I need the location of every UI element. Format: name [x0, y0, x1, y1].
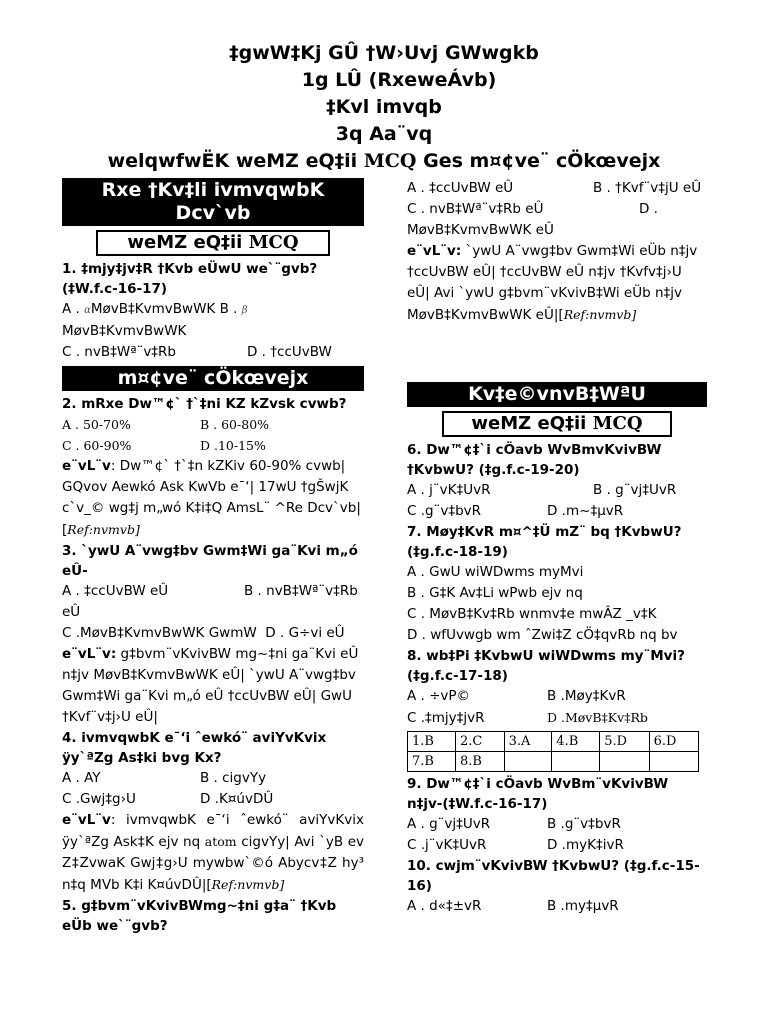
left-column — [62, 178, 364, 936]
q9-option-a: A . g¨vj‡UvR — [407, 816, 491, 832]
q5-option-c: C . nvB‡Wª¨v‡Rb eÛ — [407, 201, 544, 217]
answer-key-cell — [504, 752, 552, 772]
header-line-5-b: Ges m¤¢ve¨ cÖkœvejx — [423, 150, 661, 172]
question-5: 5. g‡bvm¨vKvivBWmg~‡ni g‡a¨ †Kvb eÜb we`¨gvb? — [62, 898, 337, 934]
q1-option-b-text: MøvB‡KvmvBwWK — [62, 323, 187, 339]
q6-option-c: C .g¨v‡bvR — [407, 503, 482, 519]
section-banner-carbohydrate: Kv‡e©vnvB‡WªU — [407, 382, 707, 407]
header-line-4: 3q Aa¨vq — [335, 123, 433, 145]
question-1: 1. ‡mjy‡jv‡R †Kvb eÜwU we`¨gvb? (‡W.f.c-16-17) — [62, 261, 318, 297]
q9-option-b: B .g¨v‡bvR — [547, 816, 621, 832]
explanation-text: : ivmvqwbK e¯‘i ˆewkó¨ aviYvKvix ÿy`ªZg Ask‡K ejv nq — [62, 812, 364, 850]
q7-option-c: C . MøvB‡Kv‡Rb wnmv‡e mwÂZ _v‡K — [407, 606, 657, 622]
q5-option-a: A . ‡ccUvBW eÛ — [407, 180, 514, 196]
explanation-label: e¨vL¨v — [62, 812, 111, 828]
answer-key-cell: 2.C — [455, 732, 504, 752]
q8-option-c: C .‡mjy‡jvR — [407, 710, 485, 726]
reference: Ref:nvmvb] — [211, 877, 285, 892]
q1-option-a-text: MøvB‡KvmvBwWK — [90, 301, 216, 317]
q2-option-a: A . 50-70% — [62, 417, 131, 432]
question-8-options — [407, 686, 707, 729]
q5-option-b: B . †Kvf¨v‡jU eÛ — [593, 180, 702, 196]
question-7-options — [407, 562, 707, 646]
box-label: weMZ eQ‡ii — [127, 232, 243, 253]
reference: Ref:nvmvb] — [563, 307, 637, 322]
q2-option-d: D .10-15% — [200, 438, 266, 453]
q3-option-a: A . ‡ccUvBW eÛ — [62, 583, 169, 599]
q8-option-d: D .MøvB‡Kv‡Rb — [547, 710, 648, 725]
beta-symbol: β — [241, 305, 248, 316]
question-4-explanation — [62, 810, 364, 896]
q1-option-d: D . †ccUvBW — [247, 344, 332, 360]
question-5-options — [407, 178, 707, 241]
section-box-past-mcq — [96, 230, 330, 256]
question-4: 4. ivmvqwbK e¯‘i ˆewkó¨ aviYvKvix ÿy`ªZg As‡ki bvg Kx? — [62, 730, 327, 766]
answer-key-row — [408, 732, 699, 752]
answer-key-cell: 1.B — [408, 732, 456, 752]
question-1-options — [62, 299, 364, 363]
q9-option-c: C .j¨vK‡UvR — [407, 837, 487, 853]
answer-key-cell — [649, 752, 698, 772]
explanation-text: `ywU A¨vwg‡bv Gwm‡Wi eÜb n‡jv †ccUvBW eÛ| †ccUvBW eÛ n‡jv †Kvfv‡j›U eÛ| Avi `ywU g‡bvm¨vKvivB‡Wi eÜb n‡jv MøvB‡KvmvBwWK eÛ|[ — [407, 243, 698, 323]
q4-option-d: D .K¤úvDÛ — [200, 791, 274, 807]
q6-option-a: A . j¨vK‡UvR — [407, 482, 491, 498]
explanation-label: e¨vL¨v: — [407, 243, 462, 259]
q1-option-c: C . nvB‡Wª¨v‡Rb — [62, 344, 177, 360]
question-10-options — [407, 896, 707, 917]
explanation-label: e¨vL¨v: — [62, 646, 117, 662]
question-4-options — [62, 768, 364, 810]
header-line-2: 1g LÛ (RxeweÁvb) — [301, 69, 497, 91]
answer-key-cell: 6.D — [649, 732, 698, 752]
question-6-options — [407, 480, 707, 522]
alpha-symbol: α — [84, 305, 91, 316]
q6-option-d: D .m~‡µvR — [547, 503, 624, 519]
q6-option-b: B . g¨vj‡UvR — [593, 482, 677, 498]
question-2-explanation — [62, 456, 364, 541]
question-5-explanation — [407, 241, 707, 326]
explanation-text: g‡bvm¨vKvivBW mg~‡ni ga¨Kvi eÛ n‡jv MøvB‡KvmvBwWK eÛ| `ywU A¨vwg‡bv Gwm‡Wi ga¨Kvi m„ó eÛ †ccUvBW eÛ| GwU †Kvf¨v‡j›U eÛ| — [62, 646, 359, 725]
right-column — [407, 178, 707, 917]
header-line-1: ‡gwW‡Kj GÛ †W›Uvj GWwgkb — [229, 42, 539, 64]
q3-option-d: D . G÷vi eÛ — [265, 625, 345, 641]
answer-key-cell: 5.D — [600, 732, 649, 752]
q3-option-c: C .MøvB‡KvmvBwWK GwmW — [62, 625, 257, 641]
answer-key-cell — [552, 752, 600, 772]
question-9-options — [407, 814, 707, 856]
header-mcq: MCQ — [363, 150, 417, 172]
question-3-explanation — [62, 644, 364, 728]
box-mcq: MCQ — [248, 232, 299, 253]
q2-option-b: B . 60-80% — [200, 417, 270, 432]
q5-option-d: D . MøvB‡KvmvBwWK eÛ — [407, 201, 658, 238]
q8-option-b: B .Møy‡KvR — [547, 688, 626, 704]
q1-option-a-label: A . — [62, 301, 80, 317]
question-3: 3. `ywU A¨vwg‡bv Gwm‡Wi ga¨Kvi m„ó eÛ- — [62, 543, 358, 579]
question-3-options — [62, 581, 364, 644]
section-box-past-mcq-2 — [442, 411, 672, 437]
explanation-label: e¨vL¨v — [62, 458, 111, 474]
question-6: 6. Dw™¢‡`i cÖavb WvBmvKvivBW †KvbwU? (‡g.f.c-19-20) — [407, 442, 662, 478]
question-2: 2. mRxe Dw™¢` †`‡ni KZ kZvsk cvwb? — [62, 396, 347, 412]
answer-key-cell: 3.A — [504, 732, 552, 752]
explanation-text: : Dw™¢` †`‡n kZKiv 60-90% cvwb| GQvov Aewkó Ask KwVb e¯‘| 17wU †gŠwjK c`v_© wg‡j m„wó K‡i‡Q AmsL¨ ^Re Dcv`vb| [ — [62, 458, 361, 538]
q9-option-d: D .myK‡ivR — [547, 837, 624, 853]
header-line-5-a: welqwfwËK weMZ eQ‡ii — [107, 150, 358, 172]
question-7: 7. Møy‡KvR m¤^‡Ü mZ¨ bq †KvbwU? (‡g.f.c-18-19) — [407, 524, 682, 560]
box-mcq: MCQ — [592, 413, 643, 434]
answer-key-cell: 7.B — [408, 752, 456, 772]
answer-key-cell: 4.B — [552, 732, 600, 752]
page-header — [0, 40, 768, 175]
q3-option-b: B . nvB‡Wª¨v‡Rb eÛ — [62, 583, 358, 620]
q8-option-a: A . ÷vP© — [407, 688, 471, 704]
section-banner-rxe: Rxe †Kv‡li ivmvqwbK Dcv`vb — [62, 178, 364, 226]
q4-option-a: A . AY — [62, 770, 101, 786]
q2-option-c: C . 60-90% — [62, 438, 132, 453]
box-label: weMZ eQ‡ii — [471, 413, 587, 434]
q1-option-b-label: B . — [219, 301, 238, 317]
q7-option-b: B . G‡K Av‡Li wPwb ejv nq — [407, 585, 583, 601]
answer-key-table — [407, 731, 699, 772]
answer-key-cell: 8.B — [455, 752, 504, 772]
q4-option-b: B . cigvYy — [200, 770, 267, 786]
header-line-3: ‡Kvl imvqb — [326, 96, 442, 118]
q7-option-d: D . wfUvwgb wm ˆZwi‡Z cÖ‡qvRb nq bv — [407, 627, 678, 643]
question-10: 10. cwjm¨vKvivBW †KvbwU? (‡g.f.c-15-16) — [407, 858, 700, 894]
question-8: 8. wb‡Pi ‡KvbwU wiWDwms my¨Mvi? (‡g.f.c-17-18) — [407, 648, 685, 684]
explanation-text-2: cigvYy| Avi `yB ev Z‡ZvwaK Gwj‡g›U mywbw`©ó Abycv‡Z hy³ n‡q MVb K‡i K¤úvDÛ|[ — [62, 834, 364, 893]
atom-word: atom — [204, 834, 237, 849]
answer-key-cell — [600, 752, 649, 772]
q7-option-a: A . GwU wiWDwms myMvi — [407, 564, 584, 580]
reference: Ref:nvmvb] — [67, 522, 140, 537]
header-line-5 — [0, 148, 768, 175]
question-2-options — [62, 414, 364, 456]
question-9: 9. Dw™¢‡`i cÖavb WvBm¨vKvivBW n‡jv-(‡W.f.c-16-17) — [407, 776, 669, 812]
section-banner-possible: m¤¢ve¨ cÖkœvejx — [62, 366, 364, 391]
q4-option-c: C .Gwj‡g›U — [62, 791, 136, 807]
q10-option-a: A . d«‡±vR — [407, 898, 482, 914]
answer-key-row — [408, 752, 699, 772]
q10-option-b: B .my‡µvR — [547, 898, 619, 914]
